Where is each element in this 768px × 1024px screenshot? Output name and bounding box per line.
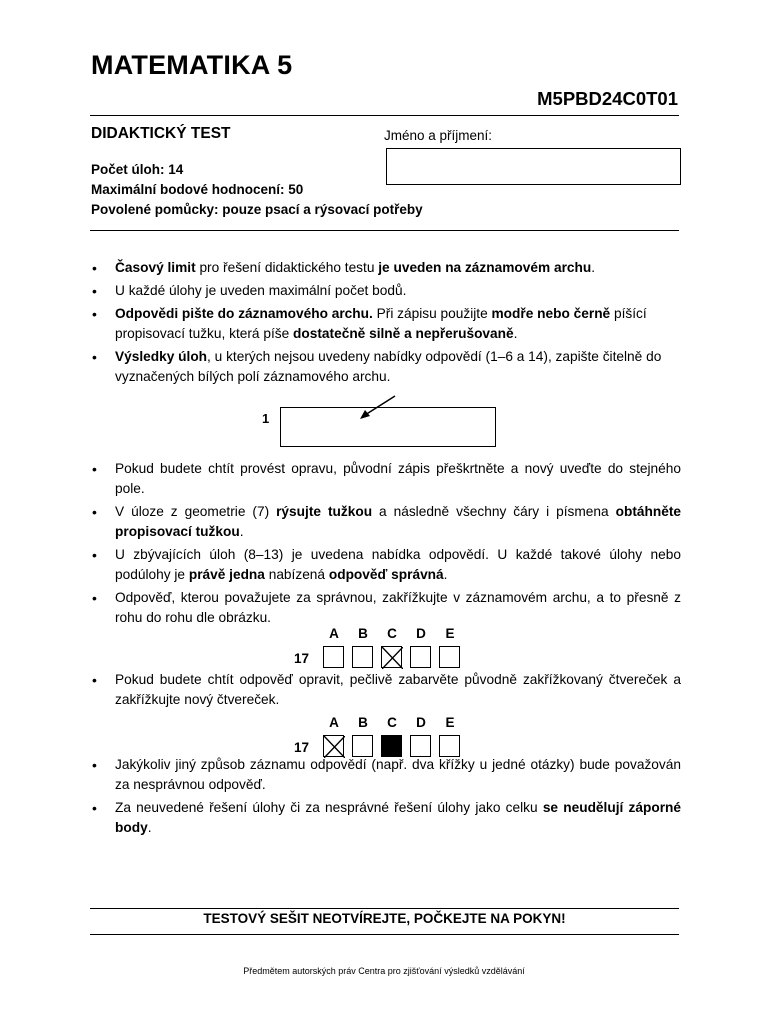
header-rule	[90, 115, 679, 116]
answer-example-cross	[292, 626, 472, 676]
info-task-count: Počet úloh: 14	[91, 162, 184, 177]
question-number: 17	[294, 740, 310, 755]
test-subtitle: DIDAKTICKÝ TEST	[91, 125, 231, 142]
document-title: MATEMATIKA 5	[91, 50, 293, 80]
instruction-item: • Jakýkoliv jiný způsob záznamu odpovědí (např. dva křížky u jedné otázky) bude považován za nesprávnou odpověď.	[91, 755, 681, 795]
option-letter-c: C	[387, 626, 397, 641]
instruction-item: • V úloze z geometrie (7) rýsujte tužkou a následně všechny čáry i písmena obtáhněte propisovací tužkou.	[91, 502, 681, 542]
instruction-item: • Za neuvedené řešení úlohy či za nesprávné řešení úlohy jako celku se neudělují záporné body.	[91, 798, 681, 838]
instruction-item: • Pokud budete chtít provést opravu, původní zápis přeškrtněte a nový uveďte do stejného pole.	[91, 459, 681, 499]
info-allowed-tools: Povolené pomůcky: pouze psací a rýsovací potřeby	[91, 202, 423, 217]
cross-mark-icon	[382, 647, 403, 669]
instruction-item: • Odpověď, kterou považujete za správnou, zakřížkujte v záznamovém archu, a to přesně z rohu do rohu dle obrázku.	[91, 588, 681, 628]
answer-example-correction	[292, 715, 472, 765]
option-box-b	[352, 735, 373, 757]
name-field[interactable]	[386, 148, 681, 185]
option-letter-c: C	[387, 715, 397, 730]
info-rule	[90, 230, 679, 231]
option-box-c	[381, 735, 402, 757]
option-box-a	[323, 646, 344, 668]
option-letter-b: B	[358, 626, 368, 641]
option-letter-b: B	[358, 715, 368, 730]
instruction-item: • U zbývajících úloh (8–13) je uvedena nabídka odpovědí. U každé takové úlohy nebo podúlohy je právě jedna nabízená odpověď správná.	[91, 545, 681, 585]
option-letter-a: A	[329, 715, 339, 730]
option-box-b	[352, 646, 373, 668]
instruction-item: • Výsledky úloh, u kterých nejsou uvedeny nabídky odpovědí (1–6 a 14), zapište čitelně do vyznačených bílých polí záznamového archu.	[91, 347, 681, 387]
option-letter-d: D	[416, 626, 426, 641]
footer-message: TESTOVÝ SEŠIT NEOTVÍREJTE, POČKEJTE NA POKYN!	[203, 911, 566, 926]
copyright-note: Předmětem autorských práv Centra pro zjišťování výsledků vzdělávání	[243, 966, 525, 976]
option-letter-e: E	[445, 715, 455, 730]
cross-mark-icon	[324, 736, 345, 758]
option-box-e	[439, 735, 460, 757]
instruction-item: • Odpovědi pište do záznamového archu. Při zápisu použijte modře nebo černě píšící propisovací tužku, která píše dostatečně silně a nepřerušovaně.	[91, 304, 681, 344]
option-letter-a: A	[329, 626, 339, 641]
option-box-a	[323, 735, 344, 757]
footer-rule-bottom	[90, 934, 679, 935]
option-box-d	[410, 646, 431, 668]
instruction-item: • Pokud budete chtít odpověď opravit, pečlivě zabarvěte původně zakřížkovaný čtvereček a zakřížkujte nový čtvereček.	[91, 670, 681, 710]
info-max-points: Maximální bodové hodnocení: 50	[91, 182, 304, 197]
answer-field-example	[260, 395, 500, 450]
option-letter-e: E	[445, 626, 455, 641]
option-box-d	[410, 735, 431, 757]
arrow-icon	[260, 395, 500, 450]
test-code: M5PBD24C0T01	[537, 88, 678, 109]
instruction-item: • U každé úlohy je uveden maximální počet bodů.	[91, 281, 681, 301]
option-box-c	[381, 646, 402, 668]
name-label: Jméno a příjmení:	[384, 128, 493, 143]
option-box-e	[439, 646, 460, 668]
footer-rule-top	[90, 908, 679, 909]
instruction-item: • Časový limit pro řešení didaktického testu je uveden na záznamovém archu.	[91, 258, 681, 278]
option-letter-d: D	[416, 715, 426, 730]
example-field-number: 1	[262, 411, 270, 426]
question-number: 17	[294, 651, 310, 666]
